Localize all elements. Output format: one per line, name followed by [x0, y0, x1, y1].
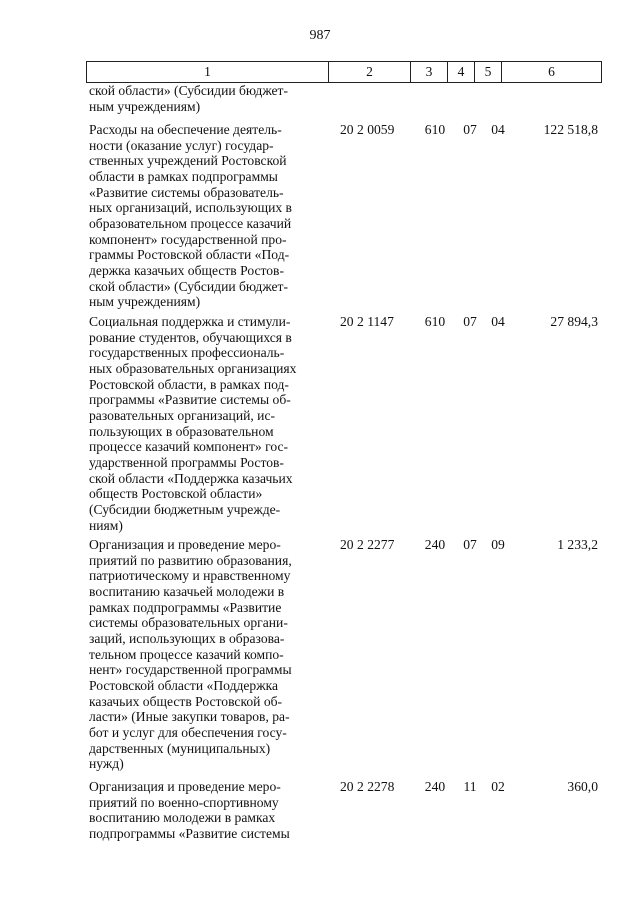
row-code: 20 2 1147 — [340, 314, 394, 329]
row-expense-type: 610 — [424, 122, 446, 137]
row-section: 07 — [463, 314, 477, 329]
column-header-6: 6 — [502, 62, 602, 83]
row-code: 20 2 2278 — [340, 779, 395, 794]
table-body — [0, 83, 640, 841]
row-section: 07 — [463, 122, 477, 137]
row-expense-type: 240 — [424, 779, 446, 794]
row-description: Расходы на обеспечение деятель- ности (оказание услуг) государ- ственных учреждений Ростовской области в рамках подпрограммы «Развитие системы образователь- ных организаций, использующих в образовательном процессе казачий компонент» государственной про- граммы Ростовской области «Под- держка казачьих обществ Ростов- ской области» (Субсидии бюджет- ным учреждениям) — [89, 122, 292, 310]
row-code: 20 2 2277 — [340, 537, 395, 552]
row-subsection: 04 — [491, 122, 505, 137]
row-description: Организация и проведение меро- приятий по военно-спортивному воспитанию молодежи в рамках подпрограммы «Развитие системы — [89, 779, 290, 841]
column-header-3: 3 — [411, 62, 448, 83]
row-code: 20 2 0059 — [340, 122, 395, 137]
row-expense-type: 240 — [424, 537, 446, 552]
column-header-1: 1 — [87, 62, 329, 83]
row-description: Социальная поддержка и стимули- рование студентов, обучающихся в государственных профессиональ- ных образовательных организациях Ростовской области, в рамках под- программы «Развитие системы об- разовательных организаций, ис- пользующих в образовательном процессе казачий компонент» гос- ударственной программы Ростов- ской области «Поддержка казачьих обществ Ростовской области» (Субсидии бюджетным учрежде- ниям) — [89, 314, 297, 533]
column-header-row — [87, 62, 602, 83]
row-subsection: 02 — [491, 779, 505, 794]
page-number: 987 — [309, 28, 331, 43]
row-sum: 122 518,8 — [543, 122, 598, 137]
row-subsection: 09 — [491, 537, 505, 552]
row-section: 11 — [463, 779, 477, 794]
table-row — [0, 83, 640, 119]
row-expense-type: 610 — [424, 314, 446, 329]
column-header-table — [86, 61, 602, 83]
column-header-2: 2 — [329, 62, 411, 83]
column-header-5: 5 — [475, 62, 502, 83]
row-description: ской области» (Субсидии бюджет- ным учреждениям) — [89, 83, 289, 114]
row-subsection: 04 — [491, 314, 505, 329]
row-sum: 360,0 — [567, 779, 598, 794]
row-section: 07 — [463, 537, 477, 552]
row-sum: 1 233,2 — [557, 537, 598, 552]
column-header-4: 4 — [448, 62, 475, 83]
row-description: Организация и проведение меро- приятий по развитию образования, патриотическому и нравственному воспитанию казачьей молодежи в рамках подпрограммы «Развитие системы образовательных органи- заций, использующих в образова- тельном процессе казачий компо- нент» государственной программы Ростовской области «Поддержка казачьих обществ Ростовской об- ласти» (Иные закупки товаров, ра- бот и услуг для обеспечения госу- дарственных (муниципальных) нужд) — [89, 537, 292, 772]
row-sum: 27 894,3 — [550, 314, 598, 329]
